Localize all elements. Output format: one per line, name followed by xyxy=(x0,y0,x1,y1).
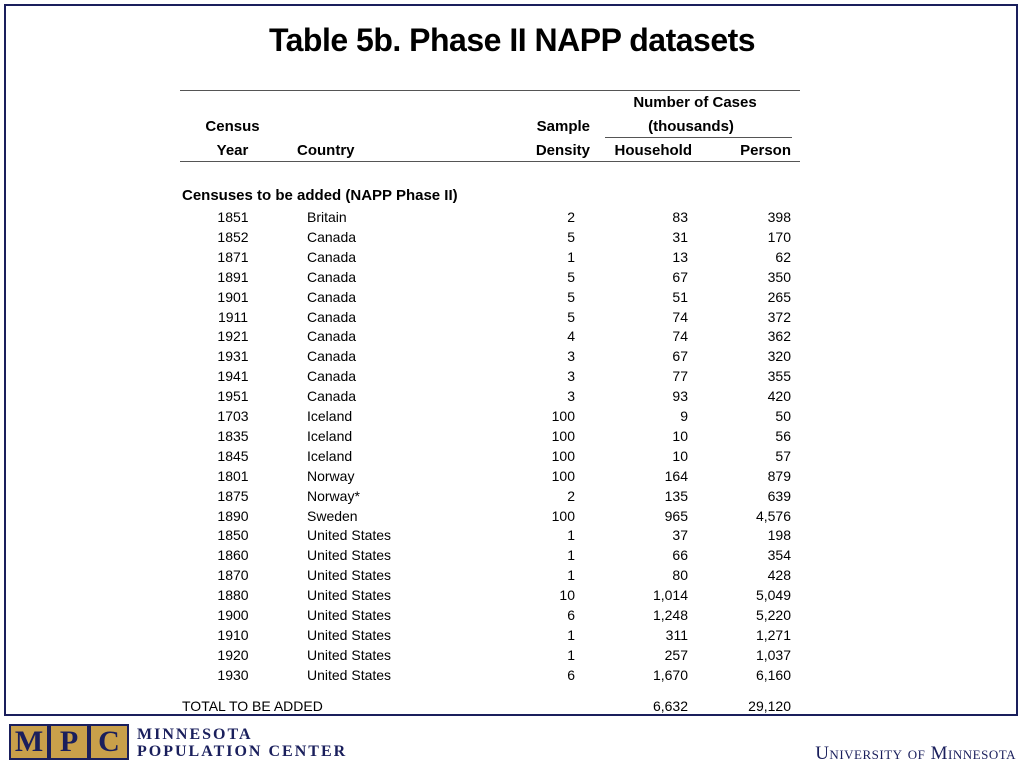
cell-person: 5,049 xyxy=(755,587,791,604)
cell-household: 1,670 xyxy=(652,666,688,683)
cell-year: 1851 xyxy=(217,209,249,225)
cell-country: United States xyxy=(307,547,392,564)
table-row xyxy=(180,607,800,627)
cell-household: 31 xyxy=(672,228,688,245)
cell-country: Iceland xyxy=(307,447,353,464)
cell-country: United States xyxy=(307,626,392,643)
cell-year: 1852 xyxy=(217,228,249,245)
table-row xyxy=(180,368,800,388)
cell-country: Britain xyxy=(307,209,347,225)
footer xyxy=(0,718,1024,768)
table-top-rule xyxy=(180,90,800,91)
cell-density: 100 xyxy=(551,447,575,464)
table-row xyxy=(180,428,800,448)
cell-country: Canada xyxy=(307,308,357,325)
table-row xyxy=(180,348,800,368)
cell-density: 5 xyxy=(567,228,575,245)
cell-year: 1921 xyxy=(217,328,249,345)
cell-country: United States xyxy=(307,567,392,584)
cell-country: Iceland xyxy=(307,408,353,424)
cell-person: 5,220 xyxy=(755,607,791,623)
cell-year: 1931 xyxy=(217,348,249,365)
cell-year: 1890 xyxy=(217,507,249,524)
total-label: TOTAL TO BE ADDED xyxy=(182,698,323,714)
cell-density: 3 xyxy=(567,348,575,365)
cell-household: 135 xyxy=(664,487,688,504)
cell-household: 164 xyxy=(664,467,688,484)
cell-household: 965 xyxy=(664,507,688,524)
cell-household: 74 xyxy=(672,308,688,325)
cell-person: 354 xyxy=(767,547,791,564)
cell-person: 56 xyxy=(775,427,791,444)
logo-letter-c: C xyxy=(89,724,129,760)
cell-household: 311 xyxy=(665,626,688,643)
cell-density: 5 xyxy=(567,268,575,285)
cell-year: 1951 xyxy=(217,388,249,405)
cell-year: 1871 xyxy=(217,248,249,265)
cell-person: 350 xyxy=(767,268,791,285)
cell-year: 1835 xyxy=(217,427,249,444)
table-row xyxy=(180,388,800,408)
cell-person: 57 xyxy=(775,447,791,464)
cell-density: 3 xyxy=(567,388,575,405)
cell-country: Canada xyxy=(307,228,357,245)
cell-country: Canada xyxy=(307,288,357,305)
table-row xyxy=(180,547,800,567)
cell-country: Norway xyxy=(307,467,355,484)
cell-year: 1703 xyxy=(217,408,249,424)
cell-country: United States xyxy=(307,527,392,544)
cell-person: 355 xyxy=(767,368,791,385)
table-row xyxy=(180,488,800,508)
header-sample-line2: Density xyxy=(535,142,590,159)
cell-density: 1 xyxy=(567,248,575,265)
table-row xyxy=(180,408,800,428)
cell-density: 5 xyxy=(567,308,575,325)
cell-density: 5 xyxy=(567,288,575,305)
cell-country: United States xyxy=(307,646,392,663)
table-row xyxy=(180,448,800,468)
cell-country: Canada xyxy=(307,368,357,385)
cell-density: 100 xyxy=(551,467,575,484)
cell-year: 1880 xyxy=(217,587,249,604)
mpc-wordmark xyxy=(137,726,347,760)
table-row xyxy=(180,647,800,667)
cell-year: 1845 xyxy=(217,447,249,464)
table-row xyxy=(180,289,800,309)
cell-person: 372 xyxy=(767,308,791,325)
cell-year: 1870 xyxy=(217,567,249,584)
table-row xyxy=(180,508,800,528)
table-row xyxy=(180,627,800,647)
cell-density: 10 xyxy=(559,587,575,604)
cell-year: 1850 xyxy=(217,527,249,544)
cell-person: 50 xyxy=(775,408,791,424)
cell-household: 13 xyxy=(672,248,688,265)
cell-year: 1860 xyxy=(217,547,249,564)
cell-density: 100 xyxy=(551,507,575,524)
cell-density: 1 xyxy=(567,626,575,643)
cell-person: 1,271 xyxy=(755,626,791,643)
cell-household: 37 xyxy=(672,527,688,544)
cell-year: 1875 xyxy=(217,487,249,504)
cell-household: 1,014 xyxy=(652,587,688,604)
cell-person: 6,160 xyxy=(755,666,791,683)
cell-year: 1910 xyxy=(217,626,249,643)
cell-person: 4,576 xyxy=(755,507,791,524)
university-wordmark: University of Minnesota xyxy=(815,743,1016,764)
cell-density: 1 xyxy=(567,567,575,584)
cell-density: 100 xyxy=(551,427,575,444)
cell-density: 6 xyxy=(567,666,575,683)
cell-person: 398 xyxy=(767,209,791,225)
org-line2: POPULATION CENTER xyxy=(137,743,348,760)
cell-household: 67 xyxy=(672,268,688,285)
cell-year: 1941 xyxy=(217,368,249,385)
cell-person: 428 xyxy=(767,567,791,584)
cell-household: 66 xyxy=(672,547,688,564)
cell-year: 1920 xyxy=(217,646,249,663)
table-row xyxy=(180,229,800,249)
cell-person: 170 xyxy=(767,228,791,245)
header-person: Person xyxy=(740,142,791,159)
cell-person: 265 xyxy=(767,288,791,305)
logo-letter-p: P xyxy=(49,724,89,760)
cell-household: 1,248 xyxy=(652,607,688,623)
mpc-logo xyxy=(9,724,129,760)
cell-year: 1900 xyxy=(217,607,249,623)
cell-density: 4 xyxy=(567,328,575,345)
cell-person: 198 xyxy=(767,527,791,544)
header-sample-line1: Sample xyxy=(536,118,590,135)
cell-year: 1930 xyxy=(217,666,249,683)
cell-country: United States xyxy=(307,666,392,683)
cell-country: Canada xyxy=(307,388,357,405)
cell-country: Canada xyxy=(307,348,357,365)
cell-density: 100 xyxy=(551,408,575,424)
cell-density: 3 xyxy=(567,368,575,385)
table-row xyxy=(180,527,800,547)
cell-person: 879 xyxy=(767,467,791,484)
cell-country: Canada xyxy=(307,268,357,285)
cell-household: 83 xyxy=(672,209,688,225)
cell-household: 10 xyxy=(672,427,688,444)
cell-person: 362 xyxy=(767,328,791,345)
cell-country: Norway* xyxy=(307,487,360,504)
cell-household: 77 xyxy=(672,368,688,385)
table-row xyxy=(180,309,800,329)
table-header-rule xyxy=(180,161,800,162)
total-household: 6,632 xyxy=(652,698,688,714)
table-row xyxy=(180,269,800,289)
cell-country: United States xyxy=(307,587,392,604)
table-row xyxy=(180,249,800,269)
header-census-line2: Year xyxy=(216,142,249,159)
cell-person: 420 xyxy=(767,388,791,405)
cell-year: 1911 xyxy=(217,308,249,325)
table-row xyxy=(180,587,800,607)
header-household: Household xyxy=(614,142,692,159)
cell-year: 1801 xyxy=(217,467,249,484)
table-row xyxy=(180,567,800,587)
cell-person: 639 xyxy=(767,487,791,504)
table-row xyxy=(180,468,800,488)
table-row xyxy=(180,209,800,229)
cell-household: 74 xyxy=(672,328,688,345)
section-title: Censuses to be added (NAPP Phase II) xyxy=(182,187,458,204)
cell-density: 2 xyxy=(567,209,575,225)
cell-country: United States xyxy=(307,607,392,623)
cell-country: Iceland xyxy=(307,427,353,444)
cell-country: Sweden xyxy=(307,507,358,524)
cell-household: 51 xyxy=(672,288,688,305)
cell-year: 1891 xyxy=(217,268,249,285)
cell-density: 1 xyxy=(567,646,575,663)
cell-household: 257 xyxy=(664,646,688,663)
header-cases-line1: Number of Cases xyxy=(633,94,757,111)
cell-country: Canada xyxy=(307,248,357,265)
cell-density: 2 xyxy=(567,487,575,504)
cell-household: 9 xyxy=(680,408,688,424)
cell-household: 93 xyxy=(672,388,688,405)
cell-person: 1,037 xyxy=(755,646,791,663)
cell-country: Canada xyxy=(307,328,357,345)
total-person: 29,120 xyxy=(748,698,791,714)
cases-underline xyxy=(605,137,792,138)
header-census-line1: Census xyxy=(205,118,260,135)
cell-household: 80 xyxy=(672,567,688,584)
cell-density: 1 xyxy=(567,547,575,564)
cell-year: 1901 xyxy=(217,288,249,305)
cell-household: 67 xyxy=(672,348,688,365)
org-line1: MINNESOTA xyxy=(137,726,253,743)
cell-density: 1 xyxy=(567,527,575,544)
table-row xyxy=(180,328,800,348)
logo-letter-m: M xyxy=(9,724,49,760)
page-title: Table 5b. Phase II NAPP datasets xyxy=(268,22,756,58)
cell-person: 320 xyxy=(767,348,791,365)
header-cases-line2: (thousands) xyxy=(648,118,734,135)
table-row xyxy=(180,667,800,687)
cell-density: 6 xyxy=(567,607,575,623)
cell-household: 10 xyxy=(672,447,688,464)
cell-person: 62 xyxy=(775,248,791,265)
header-country: Country xyxy=(297,142,355,159)
